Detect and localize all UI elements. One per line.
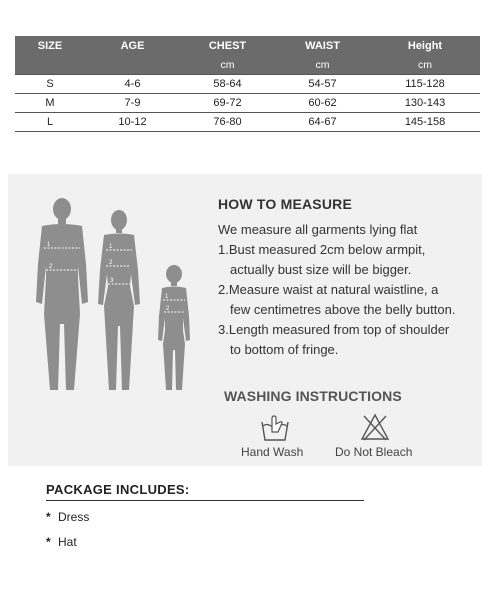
bullet: *	[46, 535, 51, 549]
adult-female-figure	[98, 210, 140, 390]
how-to-measure-title: HOW TO MEASURE	[218, 196, 352, 212]
package-divider	[46, 500, 364, 501]
table-cell: 69-72	[180, 94, 275, 113]
table-cell: 4-6	[85, 75, 180, 94]
no-bleach-icon	[360, 412, 390, 442]
unit-chest: cm	[180, 56, 275, 75]
how-to-measure-text	[218, 220, 455, 360]
marker-2: 2	[166, 306, 170, 312]
size-chart-unit-row	[15, 56, 480, 75]
unit-size	[15, 56, 85, 75]
washing-instructions-title: WASHING INSTRUCTIONS	[224, 388, 402, 404]
table-row	[15, 94, 480, 113]
hand-wash-icon	[260, 414, 290, 442]
no-bleach-label: Do Not Bleach	[335, 445, 413, 459]
unit-height: cm	[370, 56, 480, 75]
size-chart-header-row	[15, 36, 480, 56]
how-to-measure-panel	[8, 174, 482, 466]
table-cell: 115-128	[370, 75, 480, 94]
measure-line: 1.Bust measured 2cm below armpit,	[218, 242, 426, 257]
table-row	[15, 75, 480, 94]
table-row	[15, 113, 480, 132]
marker-3: 3	[110, 278, 114, 284]
measure-line: 2.Measure waist at natural waistline, a	[218, 282, 439, 297]
table-cell: 60-62	[275, 94, 370, 113]
measure-line: to bottom of fringe.	[230, 342, 339, 357]
table-cell: 76-80	[180, 113, 275, 132]
table-cell: S	[15, 75, 85, 94]
table-cell: L	[15, 113, 85, 132]
measure-line: 3.Length measured from top of shoulder	[218, 322, 450, 337]
marker-1: 1	[109, 244, 113, 250]
header-waist: WAIST	[275, 36, 370, 56]
measure-line: few centimetres above the belly button.	[230, 302, 456, 317]
header-age: AGE	[85, 36, 180, 56]
package-item	[46, 535, 77, 549]
header-height: Height	[370, 36, 480, 56]
table-cell: M	[15, 94, 85, 113]
package-includes-title: PACKAGE INCLUDES:	[46, 482, 190, 497]
marker-2: 2	[109, 260, 113, 266]
size-chart-table	[15, 36, 480, 132]
package-item-label: Dress	[58, 510, 90, 524]
marker-2: 2	[49, 264, 53, 270]
adult-male-figure	[36, 198, 88, 390]
package-item-label: Hat	[58, 535, 77, 549]
child-figure	[158, 265, 190, 390]
table-cell: 54-57	[275, 75, 370, 94]
package-item	[46, 510, 89, 524]
measure-line: actually bust size will be bigger.	[230, 262, 412, 277]
bullet: *	[46, 510, 51, 524]
marker-1: 1	[165, 294, 169, 300]
unit-waist: cm	[275, 56, 370, 75]
header-size: SIZE	[15, 36, 85, 56]
body-figures-illustration	[22, 194, 202, 394]
table-cell: 58-64	[180, 75, 275, 94]
hand-wash-label: Hand Wash	[241, 445, 304, 459]
table-cell: 10-12	[85, 113, 180, 132]
table-cell: 7-9	[85, 94, 180, 113]
unit-age	[85, 56, 180, 75]
table-cell: 130-143	[370, 94, 480, 113]
table-cell: 145-158	[370, 113, 480, 132]
header-chest: CHEST	[180, 36, 275, 56]
table-cell: 64-67	[275, 113, 370, 132]
measure-line: We measure all garments lying flat	[218, 222, 418, 237]
marker-1: 1	[47, 242, 51, 248]
